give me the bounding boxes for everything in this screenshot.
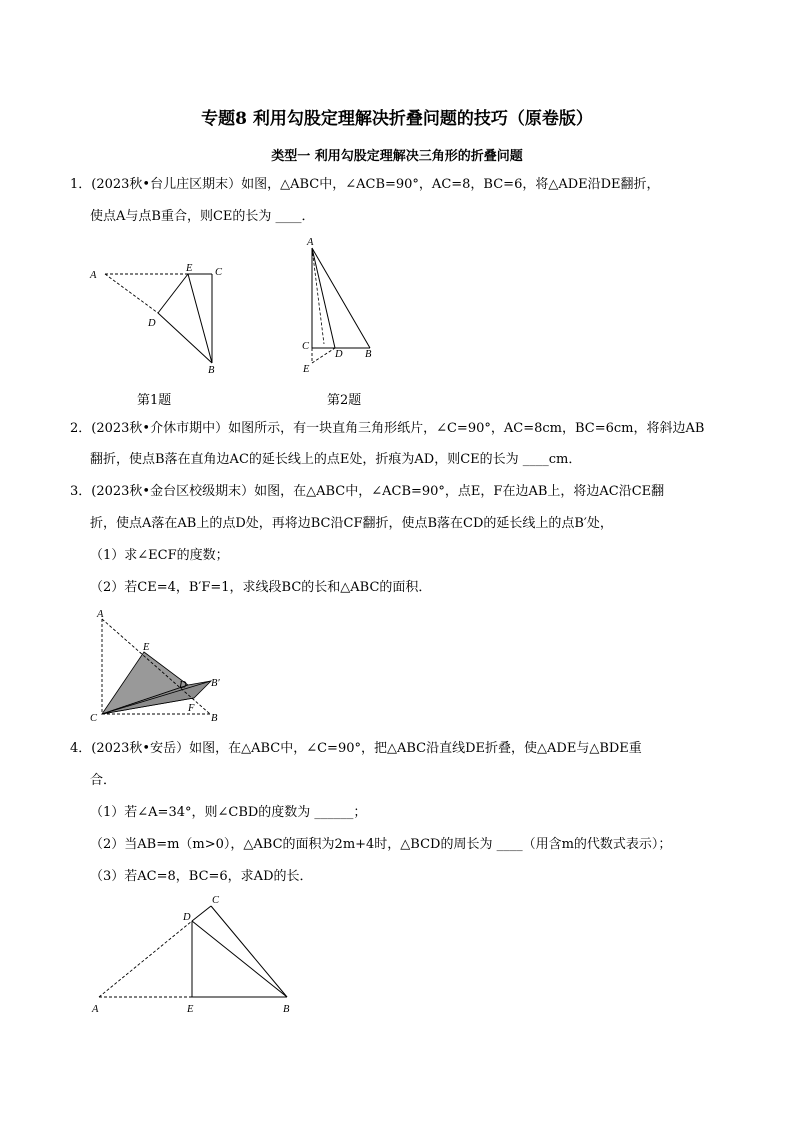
fig2-caption: 第2题 [327,393,362,408]
q1-line1: 1．(2023秋•台儿庄区期末）如图，△ABC中，∠ACB=90°，AC=8，BC=6，将△ADE沿DE翻折， [70,177,660,192]
q1-line2: 使点A与点B重合，则CE的长为 ____． [90,209,315,224]
fig3-label-B: B [211,713,218,724]
q3-line2: 折，使点A落在AB上的点D处，再将边BC沿CF翻折，使点B落在CD的延长线上的点B′处， [90,516,613,531]
fig1-label-D: D [148,318,156,329]
fig4-label-E: E [187,1004,194,1015]
fig1-label-C: C [215,267,223,278]
q3-part1: （1）求∠ECF的度数； [90,548,229,563]
fig4-label-D: D [183,912,191,923]
section-subtitle: 类型一 利用勾股定理解决三角形的折叠问题 [271,149,523,164]
fig3-label-F: F [188,703,195,714]
fig4-label-B: B [283,1004,290,1015]
fig3-label-A: A [97,609,104,620]
fig2-label-D: D [335,349,343,360]
fig2-label-E: E [303,364,310,375]
fig4-label-C: C [212,895,220,906]
fig3-label-C: C [90,713,98,724]
q2-line1: 2．(2023秋•介休市期中）如图所示，有一块直角三角形纸片，∠C=90°，AC=8cm，BC=6cm，将斜边AB [70,421,705,436]
fig2-label-C: C [302,341,310,352]
q3-line1: 3．(2023秋•金台区校级期末）如图，在△ABC中，∠ACB=90°，点E，F在边AB上，将边AC沿CE翻 [70,484,665,499]
q4-line2: 合． [90,773,117,788]
fig2-label-A: A [307,237,314,248]
q4-line1: 4．(2023秋•安岳）如图，在△ABC中，∠C=90°，把△ABC沿直线DE折叠，使△ADE与△BDE重 [70,741,642,756]
q4-part3: （3）若AC=8，BC=6，求AD的长． [90,869,313,884]
fig3-label-E: E [143,642,150,653]
q4-part2: （2）当AB=m（m>0），△ABC的面积为2m+4时，△BCD的周长为 ____（用含m的代数式表示）； [90,837,672,852]
fig3-label-Bprime: B′ [211,678,220,689]
q1-q2-figures [80,232,410,382]
fig2-label-B: B [365,349,372,360]
fig1-label-A: A [90,270,97,281]
figure-1 [89,263,223,376]
q4-part1: （1）若∠A=34°，则∠CBD的度数为 ______； [90,805,367,820]
fig1-label-B: B [208,365,215,376]
q2-line2: 翻折，使点B落在直角边AC的延长线上的点E处，折痕为AD，则CE的长为 ____cm． [90,452,582,467]
fig1-label-E: E [186,263,193,274]
fig4-label-A: A [92,1004,99,1015]
q3-part2: （2）若CE=4，B′F=1，求线段BC的长和△ABC的面积． [90,580,432,595]
q3-figure [88,605,238,730]
figure-2 [302,237,372,375]
fig3-label-D: D [179,680,187,691]
q4-figure [84,888,314,1023]
page-title: 专题8 利用勾股定理解决折叠问题的技巧（原卷版） [201,109,593,129]
fig1-caption: 第1题 [137,393,172,408]
